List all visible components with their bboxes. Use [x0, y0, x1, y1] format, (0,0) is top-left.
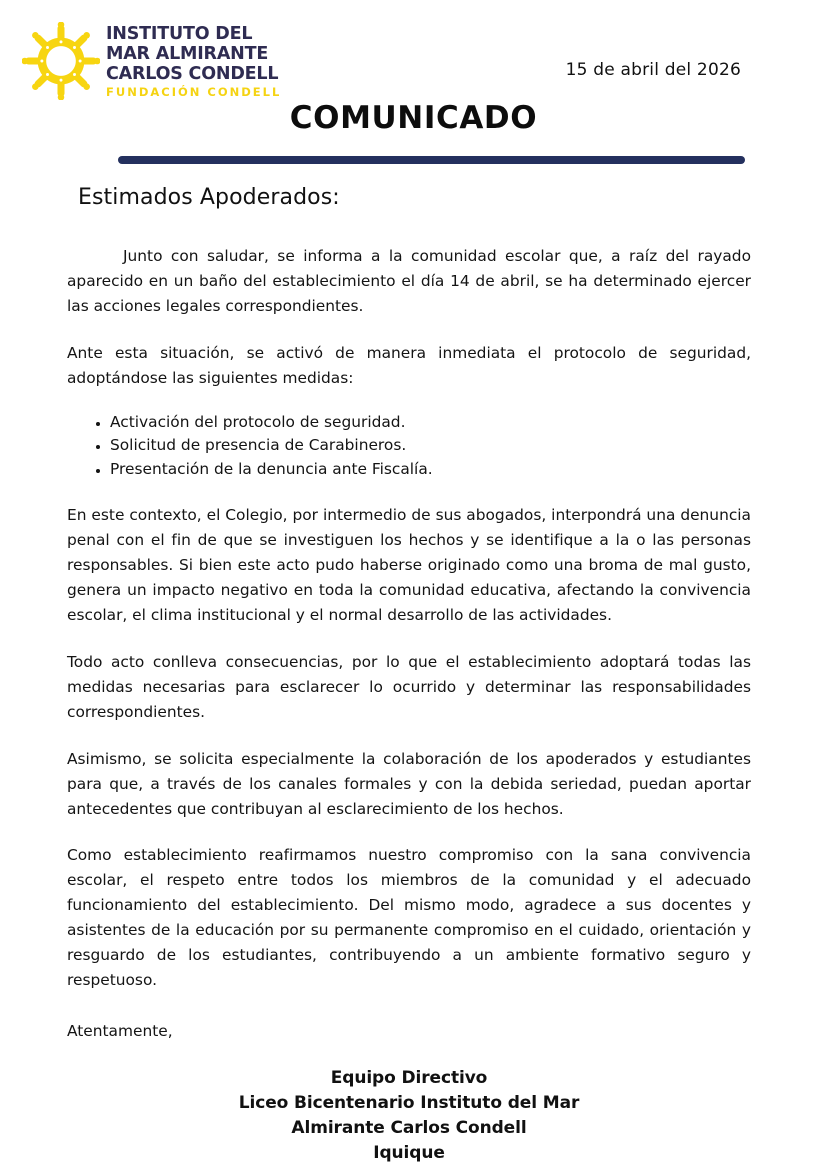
paragraph-5: Asimismo, se solicita especialmente la colaboración de los apoderados y estudiantes para que, a través de los canales formales y con la debida seriedad, puedan aportar antecedentes que contribuyan al esclarecimiento de los hechos. — [67, 749, 751, 818]
signature-line-1: Equipo Directivo — [330, 1067, 488, 1088]
signature-line-2: Liceo Bicentenario Instituto del Mar — [238, 1092, 580, 1113]
document-header — [0, 0, 827, 150]
document-date: 15 de abril del 2026 — [565, 60, 741, 80]
list-item: Presentación de la denuncia ante Fiscalía. — [96, 458, 751, 481]
institution-logo — [22, 22, 281, 100]
paragraph-3: En este contexto, el Colegio, por intermedio de sus abogados, interpondrá una denuncia penal con el fin de que se investiguen los hechos y se identifique a la o las personas responsables. Si bien este acto pudo haberse originado como una broma de mal gusto, genera un impacto negativo en toda la comunidad educativa, afectando la convivencia escolar, el clima institucional y el normal desarrollo de las actividades. — [67, 505, 751, 624]
paragraph-4: Todo acto conlleva consecuencias, por lo que el establecimiento adoptará todas las medidas necesarias para esclarecer lo ocurrido y determinar las responsabilidades correspondientes. — [67, 652, 751, 721]
paragraph-6: Como establecimiento reafirmamos nuestro compromiso con la sana convivencia escolar, el respeto entre todos los miembros de la comunidad y el adecuado funcionamiento del establecimiento. Del mismo modo, agradece a sus docentes y asistentes de la educación por su permanente compromiso en el cuidado, orientación y resguardo de los estudiantes, contribuyendo a un ambiente formativo seguro y respetuoso. — [67, 846, 751, 990]
logo-subtitle: FUNDACIÓN CONDELL — [106, 85, 282, 100]
ship-wheel-sun-icon — [22, 22, 100, 100]
measures-list — [67, 411, 751, 481]
signature-block — [67, 1066, 751, 1166]
signature-line-3: Almirante Carlos Condell — [291, 1117, 527, 1138]
logo-line-3: CARLOS CONDELL — [106, 64, 279, 85]
signature-line-4: Iquique — [373, 1142, 445, 1163]
greeting-line: Estimados Apoderados: — [78, 185, 340, 210]
paragraph-1: Junto con saludar, se informa a la comunidad escolar que, a raíz del rayado aparecido en un baño del establecimiento el día 14 de abril, se ha determinado ejercer las acciones legales correspondientes. — [67, 247, 751, 315]
list-item: Activación del protocolo de seguridad. — [96, 411, 751, 434]
logo-line-1: INSTITUTO DEL — [106, 24, 253, 45]
document-title: COMUNICADO — [289, 100, 538, 136]
institution-logo-text — [106, 23, 281, 98]
paragraph-2: Ante esta situación, se activó de manera inmediata el protocolo de seguridad, adoptándose las siguientes medidas: — [67, 343, 751, 387]
closing-line: Atentamente, — [67, 1022, 173, 1041]
document-body — [67, 185, 751, 1166]
list-item: Solicitud de presencia de Carabineros. — [96, 434, 751, 457]
header-divider — [118, 156, 745, 164]
logo-line-2: MAR ALMIRANTE — [106, 44, 269, 65]
